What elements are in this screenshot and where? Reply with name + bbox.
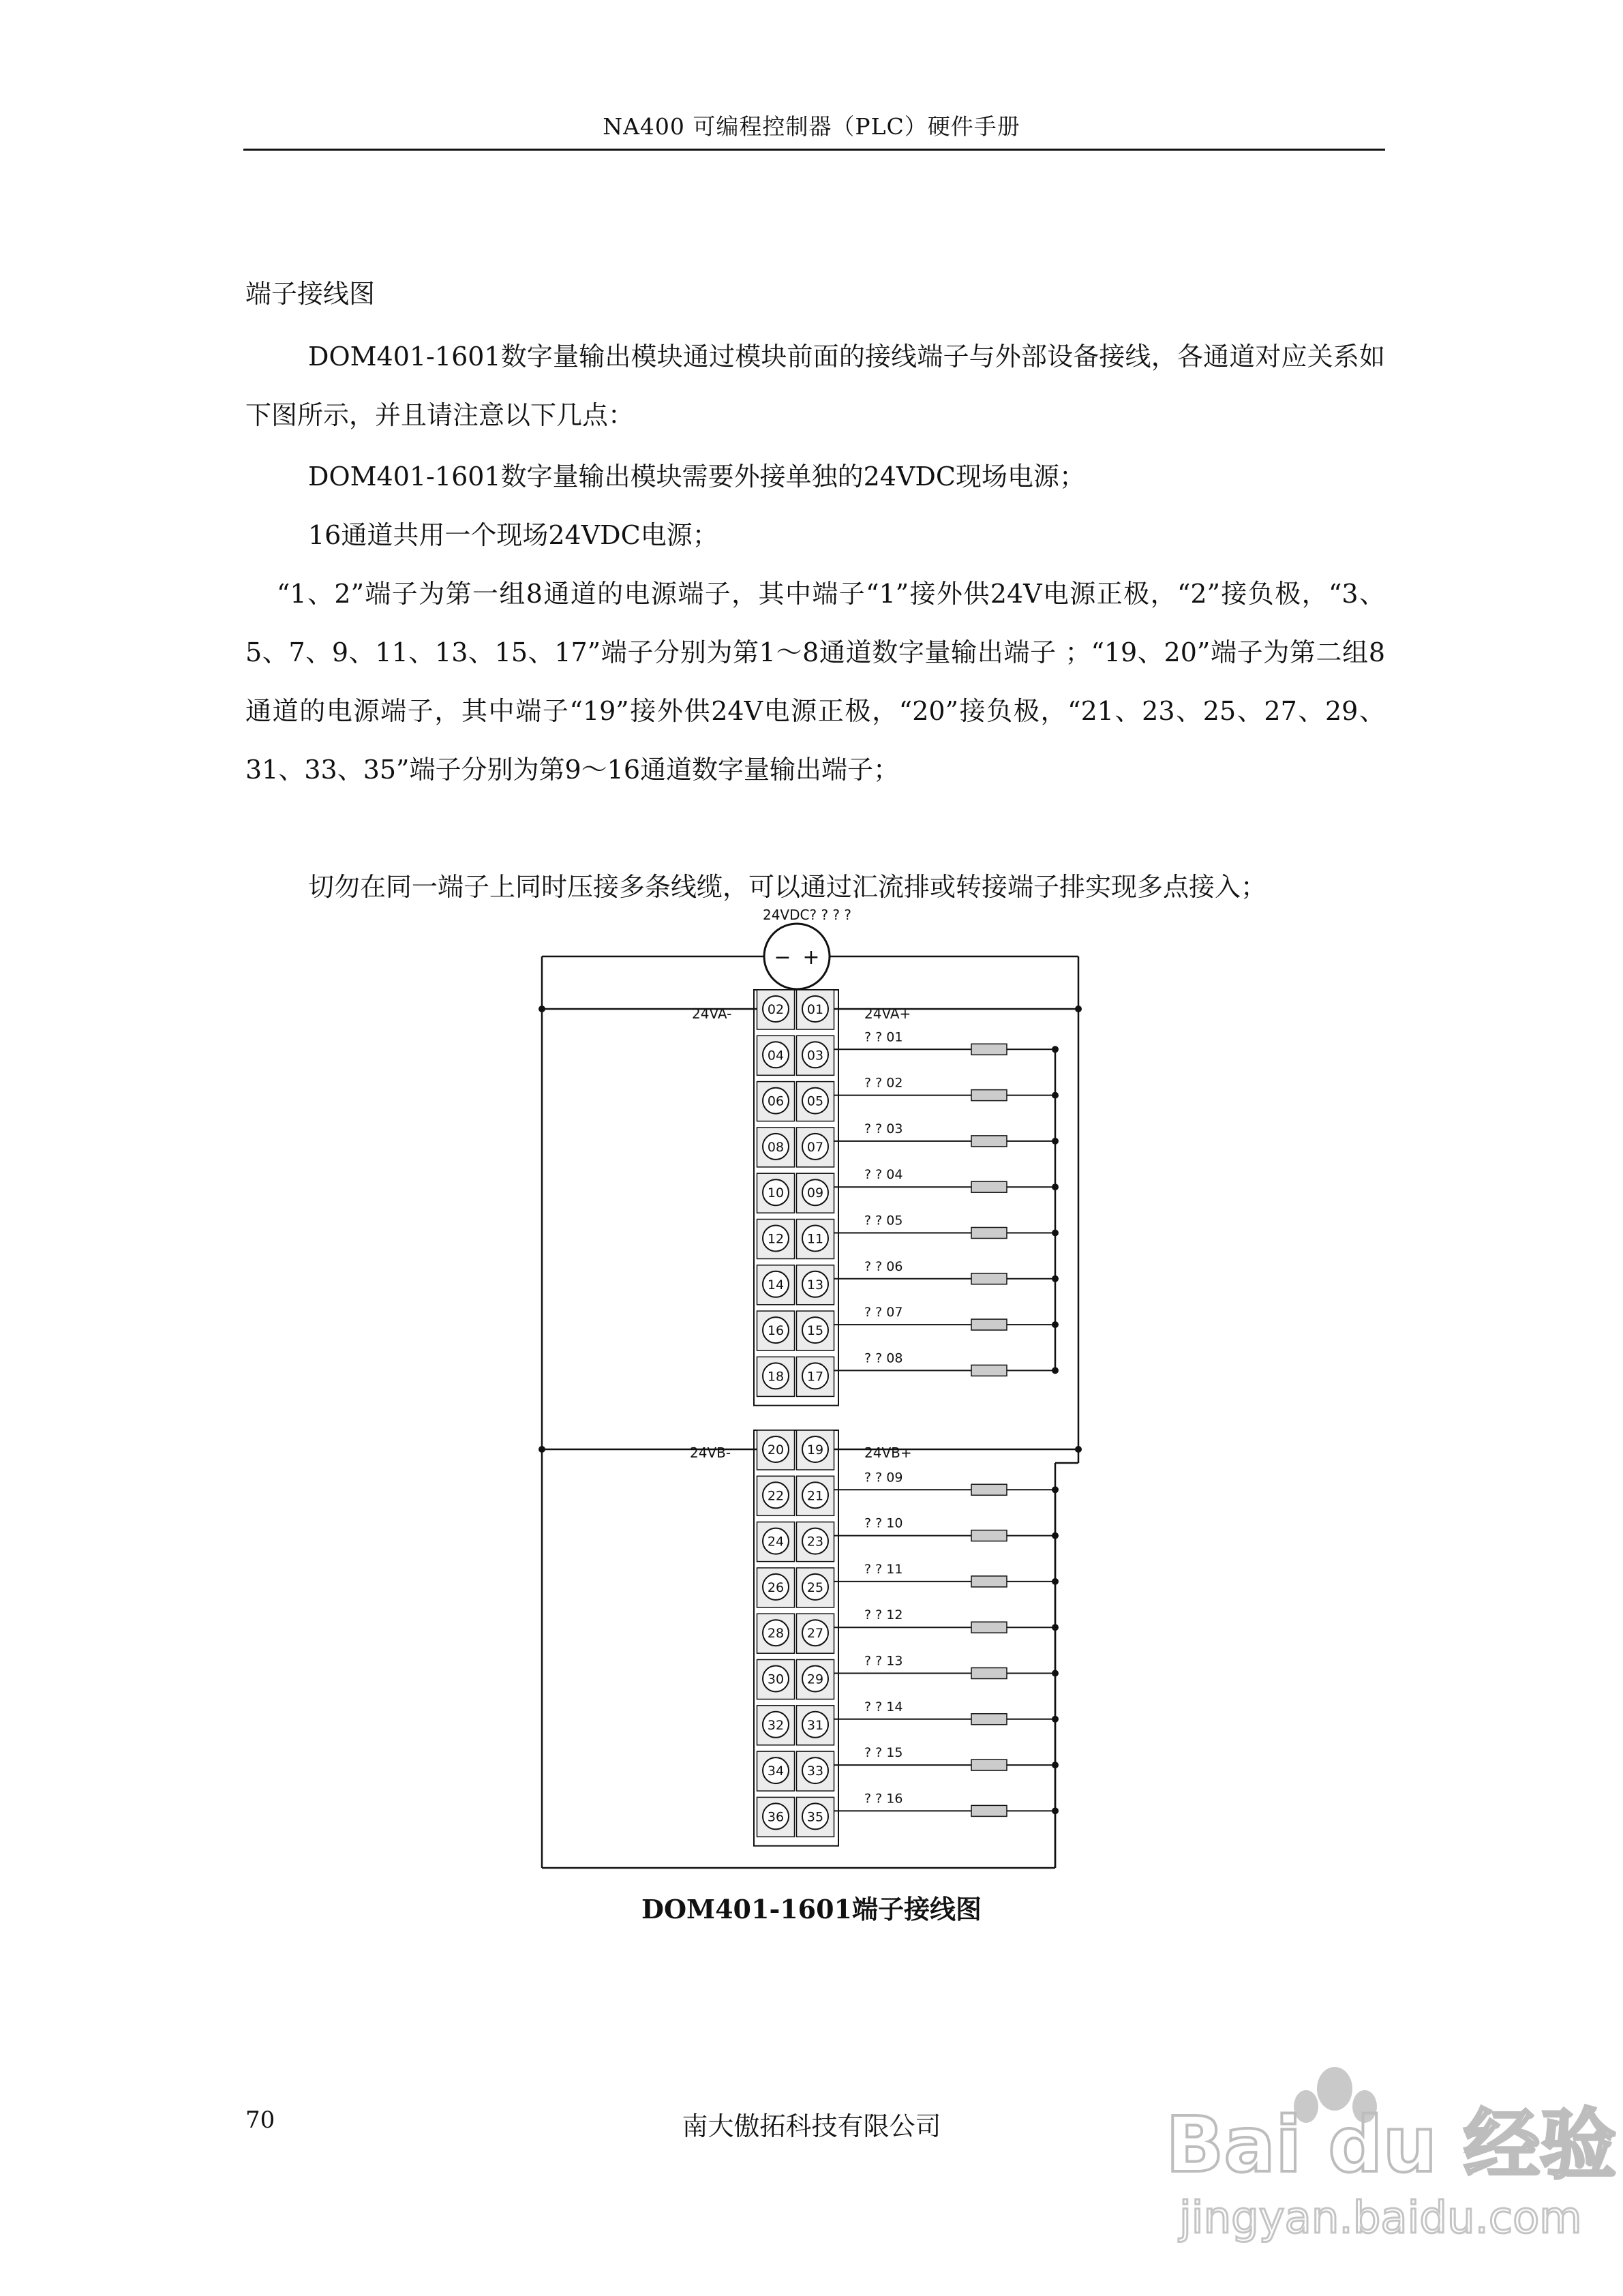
- watermark-url: jingyan.baidu.com: [1179, 2193, 1582, 2244]
- load-resistor-icon: [971, 1090, 1007, 1101]
- terminal-number: 05: [806, 1093, 824, 1109]
- paragraph-note-terminals: “1、2”端子为第一组8通道的电源端子，其中端子“1”接外供24V电源正极，“2”接负极，“3、5、7、9、11、13、15、17”端子分别为第1～8通道数字量输出端子 ；“19、20”端子为第二组8通道的电源端子，其中端子“19”接外供24V电源正极，“20”接负极，“21、23、25、27、29、31、33、35”端子分别为第9～16通道数字量输出端子；: [245, 579, 1385, 785]
- terminal-number: 29: [806, 1672, 824, 1687]
- load-resistor-icon: [971, 1319, 1007, 1330]
- load-resistor-icon: [971, 1668, 1007, 1679]
- terminal-number: 17: [806, 1369, 824, 1385]
- terminal-number: 11: [806, 1231, 824, 1247]
- terminal-number: 32: [767, 1717, 785, 1733]
- page-number: 70: [245, 2106, 275, 2134]
- terminal-number: 10: [767, 1185, 785, 1201]
- terminal-number: 30: [767, 1672, 785, 1687]
- junction-dot: [1075, 1446, 1082, 1453]
- terminal-number: 16: [767, 1323, 785, 1339]
- terminal-number: 21: [806, 1488, 824, 1504]
- label-24vb-plus: 24VB+: [864, 1445, 912, 1461]
- terminal-number: 35: [806, 1809, 824, 1825]
- channel-label: ? ? 06: [864, 1258, 903, 1274]
- supply-minus-sign: −: [774, 946, 791, 969]
- channel-label: ? ? 14: [864, 1699, 903, 1715]
- terminal-number: 04: [767, 1048, 785, 1063]
- load-resistor-icon: [971, 1044, 1007, 1055]
- header-title: NA400 可编程控制器（PLC）硬件手册: [603, 113, 1020, 140]
- terminal-number: 15: [806, 1323, 824, 1339]
- load-resistor-icon: [971, 1365, 1007, 1376]
- channel-label: ? ? 09: [864, 1470, 903, 1485]
- channel-label: ? ? 12: [864, 1607, 903, 1623]
- terminal-number: 26: [767, 1580, 785, 1595]
- terminal-number: 08: [767, 1139, 785, 1155]
- load-resistor-icon: [971, 1273, 1007, 1284]
- figure-caption: DOM401-1601端子接线图: [641, 1894, 982, 1924]
- paragraph-note-shared: 16通道共用一个现场24VDC电源；: [308, 520, 718, 550]
- terminal-number: 36: [767, 1809, 785, 1825]
- terminal-number: 19: [806, 1442, 824, 1457]
- terminal-number: 22: [767, 1488, 785, 1504]
- paragraph-note-wiring: 切勿在同一端子上同时压接多条线缆，可以通过汇流排或转接端子排实现多点接入；: [308, 872, 1267, 902]
- load-resistor-icon: [971, 1228, 1007, 1239]
- channel-label: ? ? 10: [864, 1515, 903, 1531]
- channel-label: ? ? 05: [864, 1213, 903, 1228]
- terminal-number: 06: [767, 1093, 785, 1109]
- terminal-number: 20: [767, 1442, 785, 1457]
- terminal-number: 31: [806, 1717, 824, 1733]
- load-resistor-icon: [971, 1622, 1007, 1633]
- supply-label: 24VDC? ? ? ?: [762, 907, 852, 923]
- terminal-number: 12: [767, 1231, 785, 1247]
- junction-dot: [1075, 1006, 1082, 1012]
- terminal-number: 33: [806, 1764, 824, 1779]
- label-24va-plus: 24VA+: [864, 1006, 911, 1022]
- terminal-number: 27: [806, 1626, 824, 1642]
- load-resistor-icon: [971, 1714, 1007, 1725]
- label-24va-minus: 24VA-: [692, 1006, 732, 1022]
- terminal-number: 14: [767, 1277, 785, 1293]
- footer-company: 南大傲拓科技有限公司: [682, 2111, 941, 2141]
- channel-label: ? ? 16: [864, 1791, 903, 1807]
- load-resistor-icon: [971, 1805, 1007, 1816]
- terminal-number: 13: [806, 1277, 824, 1293]
- load-resistor-icon: [971, 1759, 1007, 1770]
- terminal-number: 07: [806, 1139, 824, 1155]
- load-resistor-icon: [971, 1136, 1007, 1147]
- terminal-number: 28: [767, 1626, 785, 1642]
- channel-label: ? ? 04: [864, 1167, 903, 1183]
- junction-dot: [539, 1446, 545, 1453]
- channel-label: ? ? 01: [864, 1029, 903, 1045]
- terminal-number: 01: [806, 1002, 824, 1017]
- terminal-number: 24: [767, 1534, 785, 1550]
- terminal-number: 18: [767, 1369, 785, 1385]
- channel-label: ? ? 11: [864, 1561, 903, 1577]
- watermark-brand: Bai du 经验: [1166, 2101, 1617, 2190]
- terminal-number: 23: [806, 1534, 824, 1550]
- label-24vb-minus: 24VB-: [690, 1445, 731, 1461]
- junction-dot: [539, 1006, 545, 1012]
- terminal-number: 34: [767, 1764, 785, 1779]
- terminal-number: 03: [806, 1048, 824, 1063]
- terminal-number: 02: [767, 1002, 785, 1017]
- load-resistor-icon: [971, 1484, 1007, 1495]
- supply-plus-sign: +: [802, 946, 820, 969]
- terminal-number: 25: [806, 1580, 824, 1595]
- paragraph-note-power: DOM401-1601数字量输出模块需要外接单独的24VDC现场电源；: [308, 462, 1085, 492]
- channel-label: ? ? 15: [864, 1745, 903, 1761]
- channel-label: ? ? 02: [864, 1075, 903, 1091]
- terminal-number: 09: [806, 1185, 824, 1201]
- channel-label: ? ? 13: [864, 1653, 903, 1669]
- channel-label: ? ? 08: [864, 1350, 903, 1366]
- load-resistor-icon: [971, 1576, 1007, 1587]
- paragraph-intro: DOM401-1601数字量输出模块通过模块前面的接线端子与外部设备接线，各通道对应关系如下图所示，并且请注意以下几点：: [245, 342, 1385, 430]
- baidu-watermark: [1152, 2059, 1617, 2256]
- channel-label: ? ? 03: [864, 1121, 903, 1136]
- load-resistor-icon: [971, 1181, 1007, 1192]
- channel-label: ? ? 07: [864, 1305, 903, 1320]
- load-resistor-icon: [971, 1530, 1007, 1541]
- section-title: 端子接线图: [245, 279, 376, 309]
